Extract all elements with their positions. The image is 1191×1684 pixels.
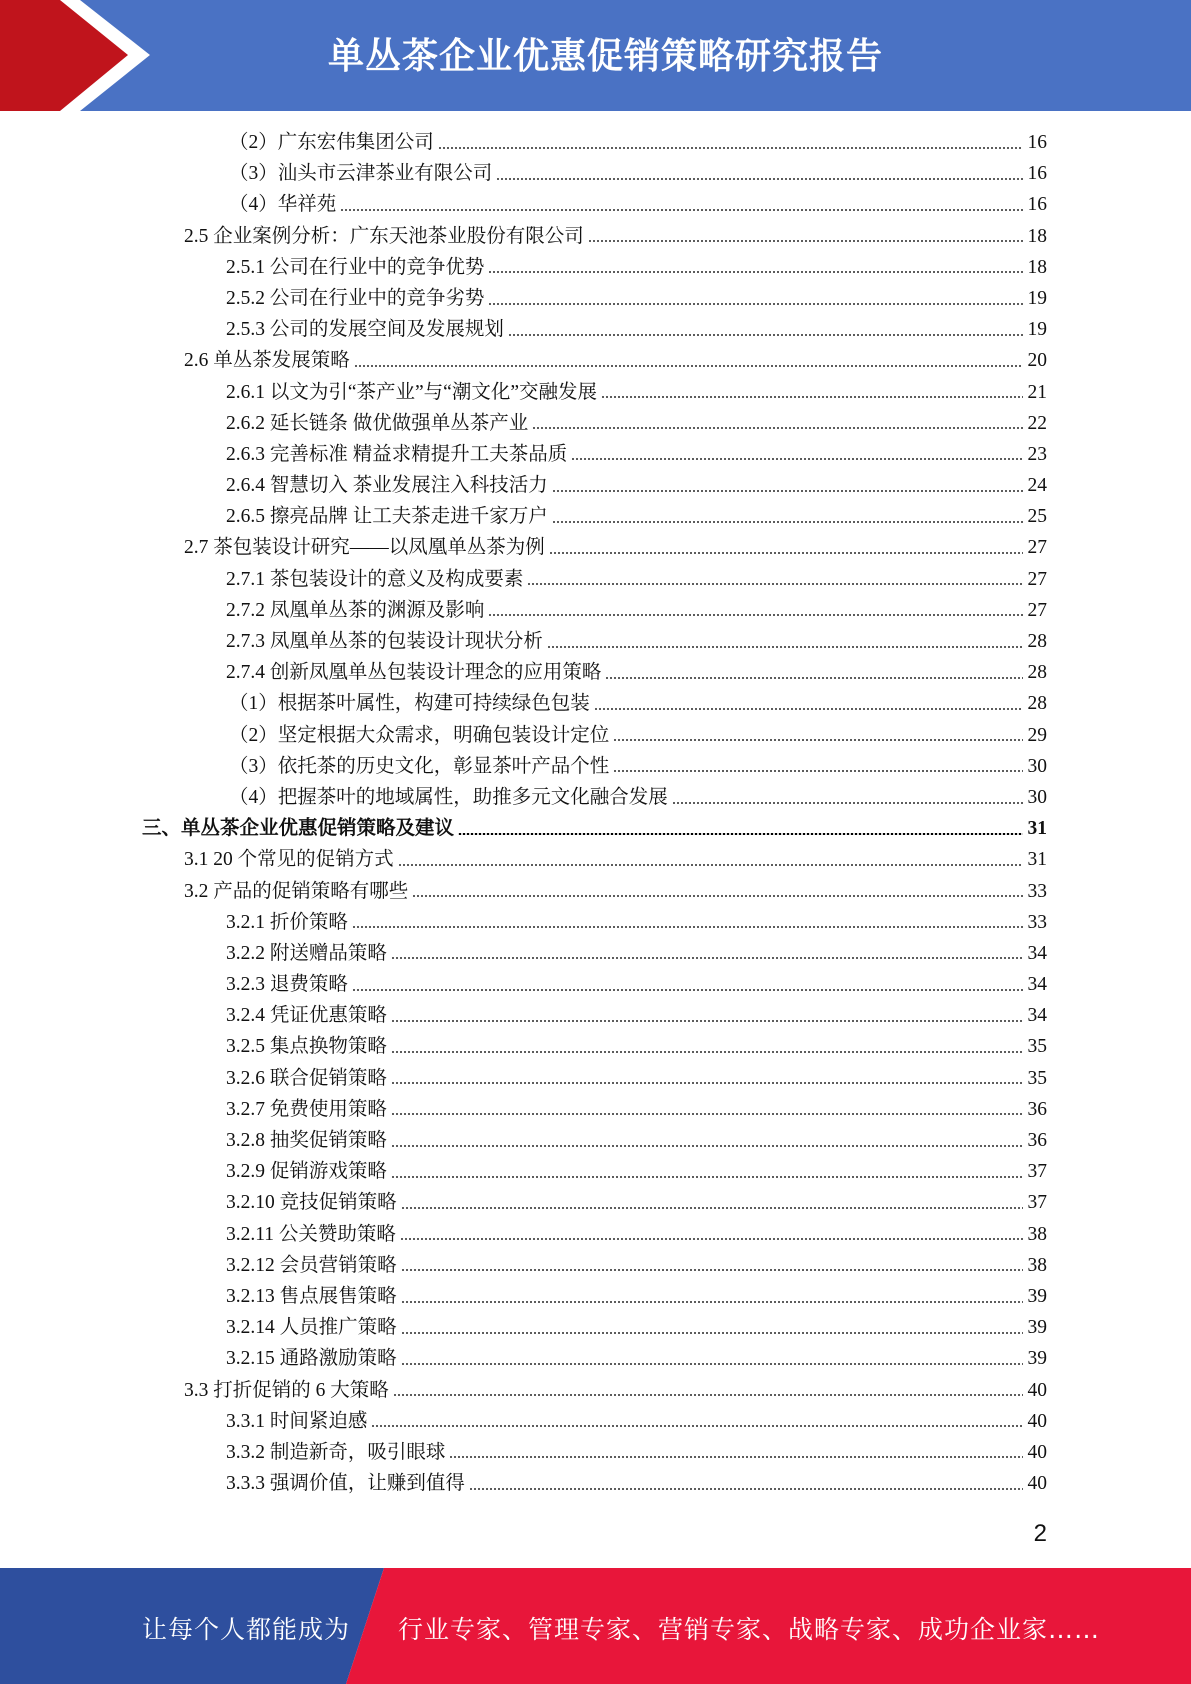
toc-entry-label: 3.2.10 竞技促销策略 bbox=[226, 1192, 397, 1214]
toc-entry-page: 27 bbox=[1027, 537, 1047, 559]
toc-entry-page: 38 bbox=[1027, 1223, 1047, 1245]
toc-leader-dots bbox=[398, 864, 1023, 866]
toc-leader-dots bbox=[438, 147, 1023, 149]
toc-entry-page: 39 bbox=[1027, 1285, 1047, 1307]
toc-entry-label: 3.2.8 抽奖促销策略 bbox=[226, 1130, 387, 1151]
toc-entry-label: 3.2.6 联合促销策略 bbox=[226, 1067, 387, 1089]
toc-leader-dots bbox=[401, 1332, 1023, 1334]
toc-entry-label: 2.5.3 公司的发展空间及发展规划 bbox=[226, 319, 504, 341]
toc-entry-label: 3.2.11 公关赞助策略 bbox=[226, 1223, 396, 1245]
toc-leader-dots bbox=[393, 1394, 1023, 1396]
toc-entry-page: 29 bbox=[1027, 724, 1047, 746]
toc-leader-dots bbox=[391, 1020, 1023, 1022]
toc-entry[interactable] bbox=[0, 501, 1191, 532]
toc-entry[interactable] bbox=[0, 439, 1191, 470]
toc-entry-label: 3.2.4 凭证优惠策略 bbox=[226, 1005, 387, 1027]
toc-entry-label: 2.7.4 创新凤凰单丛包装设计理念的应用策略 bbox=[226, 662, 602, 684]
toc-leader-dots bbox=[613, 770, 1023, 772]
document-title: 单丛茶企业优惠促销策略研究报告 bbox=[327, 36, 883, 77]
toc-entry-label: 3.2.1 折价策略 bbox=[226, 911, 348, 933]
toc-entry-page: 39 bbox=[1027, 1348, 1047, 1370]
toc-entry-page: 28 bbox=[1027, 693, 1047, 715]
toc-entry-page: 34 bbox=[1027, 942, 1047, 964]
toc-entry-label: 2.7.2 凤凰单丛茶的渊源及影响 bbox=[226, 599, 485, 621]
toc-entry-label: 3.2.12 会员营销策略 bbox=[226, 1254, 397, 1276]
toc-leader-dots bbox=[401, 1269, 1023, 1271]
toc-entry-page: 16 bbox=[1027, 194, 1047, 216]
toc-entry[interactable] bbox=[0, 844, 1191, 875]
toc-entry-page: 40 bbox=[1027, 1473, 1047, 1495]
toc-entry-label: （2）坚定根据大众需求，明确包装设计定位 bbox=[229, 724, 610, 746]
toc-entry-label: 3.2.14 人员推广策略 bbox=[226, 1317, 397, 1339]
toc-entry[interactable] bbox=[0, 595, 1191, 626]
toc-leader-dots bbox=[469, 1488, 1023, 1490]
toc-entry-page: 39 bbox=[1027, 1317, 1047, 1339]
toc-leader-dots bbox=[571, 458, 1023, 460]
header-banner bbox=[0, 0, 1191, 111]
toc-entry-label: 3.2.2 附送赠品策略 bbox=[226, 942, 387, 964]
toc-entry-page: 20 bbox=[1027, 350, 1047, 372]
toc-entry[interactable] bbox=[0, 1187, 1191, 1218]
toc-leader-dots bbox=[601, 396, 1023, 398]
toc-leader-dots bbox=[449, 1456, 1023, 1458]
toc-entry[interactable] bbox=[0, 1375, 1191, 1406]
toc-entry[interactable] bbox=[0, 1125, 1191, 1156]
toc-leader-dots bbox=[391, 1113, 1023, 1115]
toc-leader-dots bbox=[391, 1176, 1023, 1178]
toc-entry[interactable] bbox=[0, 1437, 1191, 1468]
toc-entry-page: 40 bbox=[1027, 1410, 1047, 1432]
toc-entry-page: 38 bbox=[1027, 1254, 1047, 1276]
toc-entry[interactable] bbox=[0, 751, 1191, 782]
toc-leader-dots bbox=[400, 1238, 1023, 1240]
toc-entry[interactable] bbox=[0, 657, 1191, 688]
footer-slogan-left: 让每个人都能成为 bbox=[142, 1615, 351, 1644]
toc-entry-label: 3.3.3 强调价值，让赚到值得 bbox=[226, 1473, 465, 1495]
toc-entry-label: 2.6.3 完善标准 精益求精提升工夫茶品质 bbox=[226, 443, 568, 465]
toc-entry[interactable] bbox=[0, 1281, 1191, 1312]
toc-entry-label: 3.3 打折促销的 6 大策略 bbox=[184, 1379, 389, 1401]
toc-entry-label: 2.7.3 凤凰单丛茶的包装设计现状分析 bbox=[226, 631, 543, 652]
toc-entry-page: 40 bbox=[1027, 1379, 1047, 1401]
toc-entry[interactable] bbox=[0, 532, 1191, 563]
toc-entry[interactable] bbox=[0, 564, 1191, 595]
toc-entry[interactable] bbox=[0, 1156, 1191, 1187]
toc-entry[interactable] bbox=[0, 1250, 1191, 1281]
toc-entry-page: 31 bbox=[1027, 818, 1047, 840]
toc-entry[interactable] bbox=[0, 938, 1191, 969]
toc-entry-page: 28 bbox=[1027, 662, 1047, 684]
toc-entry-page: 18 bbox=[1027, 256, 1047, 278]
toc-entry[interactable] bbox=[0, 876, 1191, 907]
toc-leader-dots bbox=[488, 303, 1023, 305]
toc-entry-label: 3.1 20 个常见的促销方式 bbox=[184, 849, 394, 871]
toc-leader-dots bbox=[532, 427, 1023, 429]
toc-entry-label: 3.2.7 免费使用策略 bbox=[226, 1098, 387, 1120]
toc-entry-page: 35 bbox=[1027, 1067, 1047, 1089]
toc-leader-dots bbox=[354, 365, 1023, 367]
toc-entry[interactable] bbox=[0, 1094, 1191, 1125]
toc-entry[interactable] bbox=[0, 158, 1191, 189]
toc-entry-page: 31 bbox=[1027, 849, 1047, 871]
toc-entry-page: 40 bbox=[1027, 1441, 1047, 1463]
toc-leader-dots bbox=[672, 802, 1023, 804]
toc-entry-label: 2.6.5 擦亮品牌 让工夫茶走进千家万户 bbox=[226, 506, 548, 528]
toc-entry[interactable] bbox=[0, 408, 1191, 439]
toc-entry-label: 3.2 产品的促销策略有哪些 bbox=[184, 880, 409, 902]
toc-leader-dots bbox=[391, 1082, 1023, 1084]
toc-entry-page: 18 bbox=[1027, 225, 1047, 247]
toc-entry-label: （3）依托茶的历史文化，彰显茶叶产品个性 bbox=[229, 755, 610, 777]
toc-leader-dots bbox=[401, 1207, 1023, 1209]
toc-entry-page: 23 bbox=[1027, 443, 1047, 465]
toc-leader-dots bbox=[552, 521, 1023, 523]
toc-leader-dots bbox=[340, 209, 1023, 211]
toc-entry-page: 19 bbox=[1027, 287, 1047, 309]
toc-entry-page: 37 bbox=[1027, 1192, 1047, 1214]
toc-entry[interactable] bbox=[0, 1343, 1191, 1374]
toc-entry-label: 2.7.1 茶包装设计的意义及构成要素 bbox=[226, 568, 524, 590]
toc-leader-dots bbox=[412, 895, 1023, 897]
toc-leader-dots bbox=[552, 490, 1023, 492]
toc-leader-dots bbox=[371, 1425, 1023, 1427]
toc-entry[interactable] bbox=[0, 1063, 1191, 1094]
toc-entry-label: （2）广东宏伟集团公司 bbox=[229, 132, 434, 153]
toc-entry-label: 2.6.2 延长链条 做优做强单丛茶产业 bbox=[226, 412, 529, 434]
toc-entry[interactable] bbox=[0, 688, 1191, 719]
toc-entry-page: 36 bbox=[1027, 1098, 1047, 1120]
toc-entry[interactable] bbox=[0, 189, 1191, 220]
toc-entry[interactable] bbox=[0, 221, 1191, 252]
toc-entry-label: （1）根据茶叶属性，构建可持续绿色包装 bbox=[229, 693, 590, 715]
toc-leader-dots bbox=[401, 1363, 1023, 1365]
toc-entry[interactable] bbox=[0, 782, 1191, 813]
toc-entry-label: 3.2.5 集点换物策略 bbox=[226, 1036, 387, 1058]
toc-entry-page: 27 bbox=[1027, 568, 1047, 590]
toc-entry-label: 2.5 企业案例分析：广东天池茶业股份有限公司 bbox=[184, 225, 584, 247]
page-number: 2 bbox=[1033, 1520, 1047, 1547]
toc-leader-dots bbox=[605, 677, 1023, 679]
toc-entry-label: 2.7 茶包装设计研究——以凤凰单丛茶为例 bbox=[184, 537, 545, 559]
toc-entry-label: 3.3.1 时间紧迫感 bbox=[226, 1410, 368, 1432]
toc-entry-label: 3.2.3 退费策略 bbox=[226, 974, 348, 996]
toc-entry[interactable] bbox=[0, 1000, 1191, 1031]
toc-entry-page: 36 bbox=[1027, 1130, 1047, 1151]
toc-leader-dots bbox=[549, 552, 1023, 554]
table-of-contents bbox=[0, 127, 1191, 1499]
toc-entry[interactable] bbox=[0, 127, 1191, 158]
toc-entry[interactable] bbox=[0, 1031, 1191, 1062]
toc-entry[interactable] bbox=[0, 470, 1191, 501]
toc-entry[interactable] bbox=[0, 314, 1191, 345]
toc-entry-page: 33 bbox=[1027, 880, 1047, 902]
toc-leader-dots bbox=[547, 646, 1023, 648]
toc-entry-label: 3.2.13 售点展售策略 bbox=[226, 1285, 397, 1307]
toc-entry-page: 27 bbox=[1027, 599, 1047, 621]
toc-entry-label: （4）把握茶叶的地域属性，助推多元文化融合发展 bbox=[229, 786, 668, 808]
toc-entry-label: 2.6.1 以文为引“茶产业”与“潮文化”交融发展 bbox=[226, 381, 597, 403]
toc-leader-dots bbox=[352, 926, 1023, 928]
toc-leader-dots bbox=[391, 1051, 1023, 1053]
toc-entry-page: 34 bbox=[1027, 1005, 1047, 1027]
toc-leader-dots bbox=[588, 240, 1023, 242]
toc-entry-label: 2.5.2 公司在行业中的竞争劣势 bbox=[226, 287, 485, 309]
toc-entry[interactable] bbox=[0, 1406, 1191, 1437]
toc-leader-dots bbox=[508, 334, 1023, 336]
toc-entry-page: 21 bbox=[1027, 381, 1047, 403]
toc-leader-dots bbox=[527, 583, 1023, 585]
toc-entry[interactable] bbox=[0, 813, 1191, 844]
toc-entry-label: 3.3.2 制造新奇，吸引眼球 bbox=[226, 1441, 446, 1463]
toc-leader-dots bbox=[401, 1301, 1023, 1303]
toc-entry-page: 28 bbox=[1027, 631, 1047, 652]
toc-entry-page: 33 bbox=[1027, 911, 1047, 933]
toc-entry[interactable] bbox=[0, 377, 1191, 408]
toc-leader-dots bbox=[594, 708, 1023, 710]
footer-banner bbox=[0, 1568, 1191, 1684]
toc-entry[interactable] bbox=[0, 969, 1191, 1000]
toc-entry-label: 2.6.4 智慧切入 茶业发展注入科技活力 bbox=[226, 475, 548, 497]
toc-entry[interactable] bbox=[0, 1312, 1191, 1343]
toc-entry-label: （4）华祥苑 bbox=[229, 194, 337, 216]
toc-leader-dots bbox=[613, 739, 1023, 741]
toc-entry-page: 16 bbox=[1027, 163, 1047, 185]
toc-entry[interactable] bbox=[0, 720, 1191, 751]
toc-entry-page: 22 bbox=[1027, 412, 1047, 434]
toc-entry-label: 三、单丛茶企业优惠促销策略及建议 bbox=[142, 818, 455, 840]
toc-entry[interactable] bbox=[0, 283, 1191, 314]
toc-entry[interactable] bbox=[0, 252, 1191, 283]
toc-entry-page: 37 bbox=[1027, 1161, 1047, 1183]
toc-entry[interactable] bbox=[0, 1468, 1191, 1499]
toc-entry-page: 16 bbox=[1027, 132, 1047, 153]
toc-entry[interactable] bbox=[0, 345, 1191, 376]
toc-entry-label: （3）汕头市云津茶业有限公司 bbox=[229, 163, 493, 185]
toc-leader-dots bbox=[488, 614, 1023, 616]
toc-entry-label: 3.2.9 促销游戏策略 bbox=[226, 1161, 387, 1183]
toc-entry-page: 30 bbox=[1027, 786, 1047, 808]
toc-entry-page: 19 bbox=[1027, 319, 1047, 341]
toc-leader-dots bbox=[352, 989, 1023, 991]
toc-entry-label: 3.2.15 通路激励策略 bbox=[226, 1348, 397, 1370]
toc-leader-dots bbox=[391, 1145, 1023, 1147]
toc-entry-page: 35 bbox=[1027, 1036, 1047, 1058]
toc-entry-page: 25 bbox=[1027, 506, 1047, 528]
footer-slogan-right: 行业专家、管理专家、营销专家、战略专家、成功企业家…… bbox=[398, 1615, 1101, 1644]
toc-leader-dots bbox=[458, 833, 1023, 835]
toc-entry[interactable] bbox=[0, 1219, 1191, 1250]
toc-leader-dots bbox=[391, 957, 1023, 959]
toc-leader-dots bbox=[496, 178, 1023, 180]
toc-entry[interactable] bbox=[0, 907, 1191, 938]
toc-entry-label: 2.6 单丛茶发展策略 bbox=[184, 350, 350, 372]
toc-entry-page: 34 bbox=[1027, 974, 1047, 996]
toc-leader-dots bbox=[488, 271, 1023, 273]
toc-entry-page: 30 bbox=[1027, 755, 1047, 777]
toc-entry-label: 2.5.1 公司在行业中的竞争优势 bbox=[226, 256, 485, 278]
toc-entry-page: 24 bbox=[1027, 475, 1047, 497]
toc-entry[interactable] bbox=[0, 626, 1191, 657]
